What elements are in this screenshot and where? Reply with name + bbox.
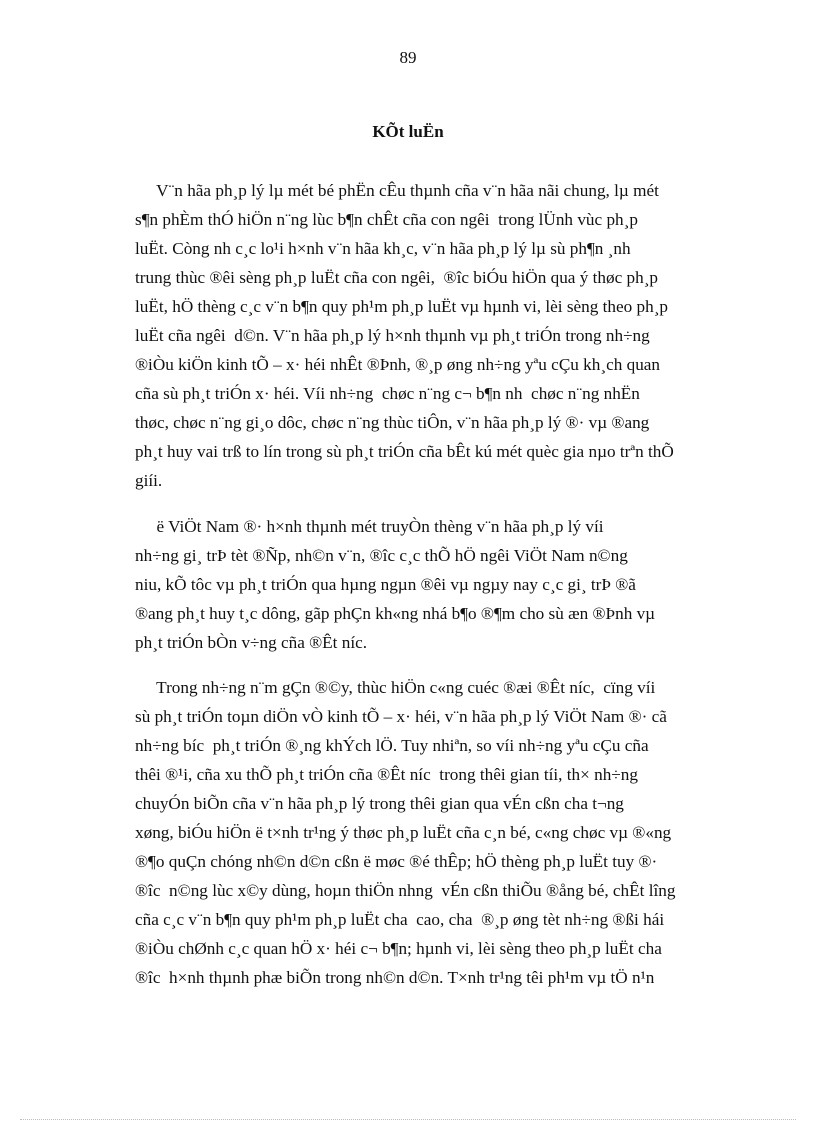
paragraph-line: trung thùc ®êi sèng ph¸p luËt cña con ngêi, ®îc biÓu hiÖn qua ý thøc ph¸p <box>135 268 659 287</box>
paragraph-line: xøng, biÓu hiÖn ë t×nh tr¹ng ý thøc ph¸p luËt cña c¸n bé, c«ng chøc vµ ®«ng <box>135 823 672 842</box>
paragraph-line: luËt. Còng nh c¸c lo¹i h×nh v¨n hãa kh¸c, v¨n hãa ph¸p lý lµ sù ph¶n ¸nh <box>135 239 631 258</box>
paragraph-line: V¨n hãa ph¸p lý lµ mét bé phËn cÊu thµnh cña v¨n hãa nãi chung, lµ mét <box>135 181 659 200</box>
paragraph-line: cña c¸c v¨n b¶n quy ph¹m ph¸p luËt cha cao, cha ®¸p øng tèt nh÷ng ®ßi hái <box>135 910 665 929</box>
paragraph-line: nh÷ng gi¸ trÞ tèt ®Ñp, nh©n v¨n, ®îc c¸c thÕ hÖ ngêi ViÖt Nam n©ng <box>135 546 628 565</box>
paragraph-line: ë ViÖt Nam ®· h×nh thµnh mét truyÒn thèng v¨n hãa ph¸p lý víi <box>135 517 604 536</box>
paragraph-line: ®iÒu chØnh c¸c quan hÖ x· héi c¬ b¶n; hµnh vi, lèi sèng theo ph¸p luËt cha <box>135 939 662 958</box>
paragraph-line: ph¸t triÓn bÒn v÷ng cña ®Êt níc. <box>135 633 368 652</box>
paragraph-line: ®ang ph¸t huy t¸c dông, gãp phÇn kh«ng nhá b¶o ®¶m cho sù æn ®Þnh vµ <box>135 604 656 623</box>
paragraph-line: sù ph¸t triÓn toµn diÖn vÒ kinh tÕ – x· héi, v¨n hãa ph¸p lý ViÖt Nam ®· cã <box>135 707 667 726</box>
paragraph-line: s¶n phÈm thÓ hiÖn n¨ng lùc b¶n chÊt cña con ngêi trong lÜnh vùc ph¸p <box>135 210 638 229</box>
paragraph-line: ph¸t huy vai trß to lín trong sù ph¸t triÓn cña bÊt kú mét quèc gia nµo trªn thÕ <box>135 442 674 461</box>
paragraph-3 <box>135 673 740 992</box>
page-number: 89 <box>399 48 417 67</box>
paragraph-line: giíi. <box>135 471 163 490</box>
page-title: KÕt luËn <box>372 122 444 141</box>
paragraph-line: nh÷ng bíc ph¸t triÓn ®¸ng khÝch lÖ. Tuy nhiªn, so víi nh÷ng yªu cÇu cña <box>135 736 649 755</box>
page-bottom-divider <box>20 1119 796 1120</box>
paragraph-line: niu, kÕ tôc vµ ph¸t triÓn qua hµng ngµn ®êi vµ ngµy nay c¸c gi¸ trÞ ®ã <box>135 575 636 594</box>
paragraph-line: ®îc h×nh thµnh phæ biÕn trong nh©n d©n. T×nh tr¹ng têi ph¹m vµ tÖ n¹n <box>135 968 655 987</box>
paragraph-1 <box>135 176 740 495</box>
paragraph-2 <box>135 512 740 657</box>
paragraph-line: thøc, chøc n¨ng gi¸o dôc, chøc n¨ng thùc tiÔn, v¨n hãa ph¸p lý ®· vµ ®ang <box>135 413 650 432</box>
paragraph-line: Trong nh÷ng n¨m gÇn ®©y, thùc hiÖn c«ng cuéc ®æi ®Êt níc, cïng víi <box>135 678 656 697</box>
paragraph-line: chuyÓn biÕn cña v¨n hãa ph¸p lý trong thêi gian qua vÉn cßn cha t¬ng <box>135 794 624 813</box>
paragraph-line: thêi ®¹i, cña xu thÕ ph¸t triÓn cña ®Êt níc trong thêi gian tíi, th× nh÷ng <box>135 765 638 784</box>
paragraph-line: luËt, hÖ thèng c¸c v¨n b¶n quy ph¹m ph¸p luËt vµ hµnh vi, lèi sèng theo ph¸p <box>135 297 669 316</box>
paragraph-line: cña sù ph¸t triÓn x· héi. Víi nh÷ng chøc n¨ng c¬ b¶n nh chøc n¨ng nhËn <box>135 384 640 403</box>
paragraph-line: ®¶o quÇn chóng nh©n d©n cßn ë møc ®é thÊp; hÖ thèng ph¸p luËt tuy ®· <box>135 852 658 871</box>
paragraph-line: ®îc n©ng lùc x©y dùng, hoµn thiÖn nhng vÉn cßn thiÕu ®ång bé, chÊt lîng <box>135 881 676 900</box>
paragraph-line: luËt cña ngêi d©n. V¨n hãa ph¸p lý h×nh thµnh vµ ph¸t triÓn trong nh÷ng <box>135 326 650 345</box>
paragraph-line: ®iÒu kiÖn kinh tÕ – x· héi nhÊt ®Þnh, ®¸p øng nh÷ng yªu cÇu kh¸ch quan <box>135 355 661 374</box>
